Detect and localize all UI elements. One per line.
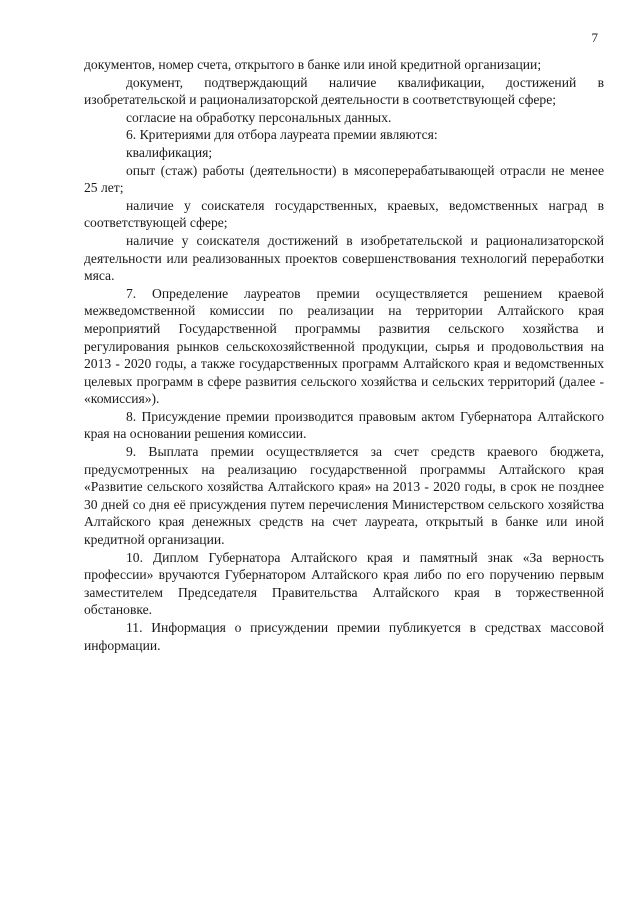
paragraph-criterion-qualification: квалификация; bbox=[126, 144, 213, 160]
paragraph-criteria-heading: 6. Критериями для отбора лауреата премии являются: bbox=[126, 127, 438, 143]
paragraph-section-8: 8. Присуждение премии производится правовым актом Губернатора Алтайского края на основании решения комиссии. bbox=[84, 408, 604, 442]
paragraph-qualification-document: документ, подтверждающий наличие квалификации, достижений в изобретательской и рационализаторской деятельности в соответствующей сфере; bbox=[84, 74, 604, 108]
paragraph-personal-data-consent: согласие на обработку персональных данных. bbox=[126, 109, 392, 125]
paragraph-criterion-awards: наличие у соискателя государственных, краевых, ведомственных наград в соответствующей сфере; bbox=[84, 197, 604, 231]
paragraph-criterion-experience: опыт (стаж) работы (деятельности) в мясоперерабатывающей отрасли не менее 25 лет; bbox=[84, 162, 604, 196]
paragraph-section-11: 11. Информация о присуждении премии публикуется в средствах массовой информации. bbox=[84, 620, 604, 653]
document-body bbox=[84, 56, 604, 654]
page-number: 7 bbox=[591, 30, 598, 45]
paragraph-section-7: 7. Определение лауреатов премии осуществляется решением краевой межведомственной комиссии по реализации на территории Алтайского края мероприятий Государственной программы развития сельского хозяйства и регулирования рынков сельскохозяйственной продукции, сырья и продовольствия на 2013 - 2020 годы, а также государственных программ Алтайского края и ведомственных целевых программ в сфере развития сельского хозяйства и сельских территорий (далее - «комиссия»). bbox=[84, 285, 604, 407]
paragraph-section-9: 9. Выплата премии осуществляется за счет средств краевого бюджета, предусмотренных на реализацию государственной программы Алтайского края «Развитие сельского хозяйства Алтайского края» на 2013 - 2020 годы, в срок не позднее 30 дней со дня её присуждения путем перечисления Министерством сельского хозяйства Алтайского края денежных средств на счет лауреата, открытый в банке или иной кредитной организации. bbox=[84, 444, 604, 548]
paragraph-documents-continued: документов, номер счета, открытого в банке или иной кредитной организации; bbox=[84, 57, 542, 72]
paragraph-criterion-achievements: наличие у соискателя достижений в изобретательской и рационализаторской деятельности или реализованных проектов совершенствования технологий переработки мяса. bbox=[84, 232, 604, 284]
paragraph-section-10: 10. Диплом Губернатора Алтайского края и памятный знак «За верность профессии» вручаются Губернатором Алтайского края либо по его поручению первым заместителем Председателя Правительства Алтайского края в торжественной обстановке. bbox=[84, 549, 604, 618]
